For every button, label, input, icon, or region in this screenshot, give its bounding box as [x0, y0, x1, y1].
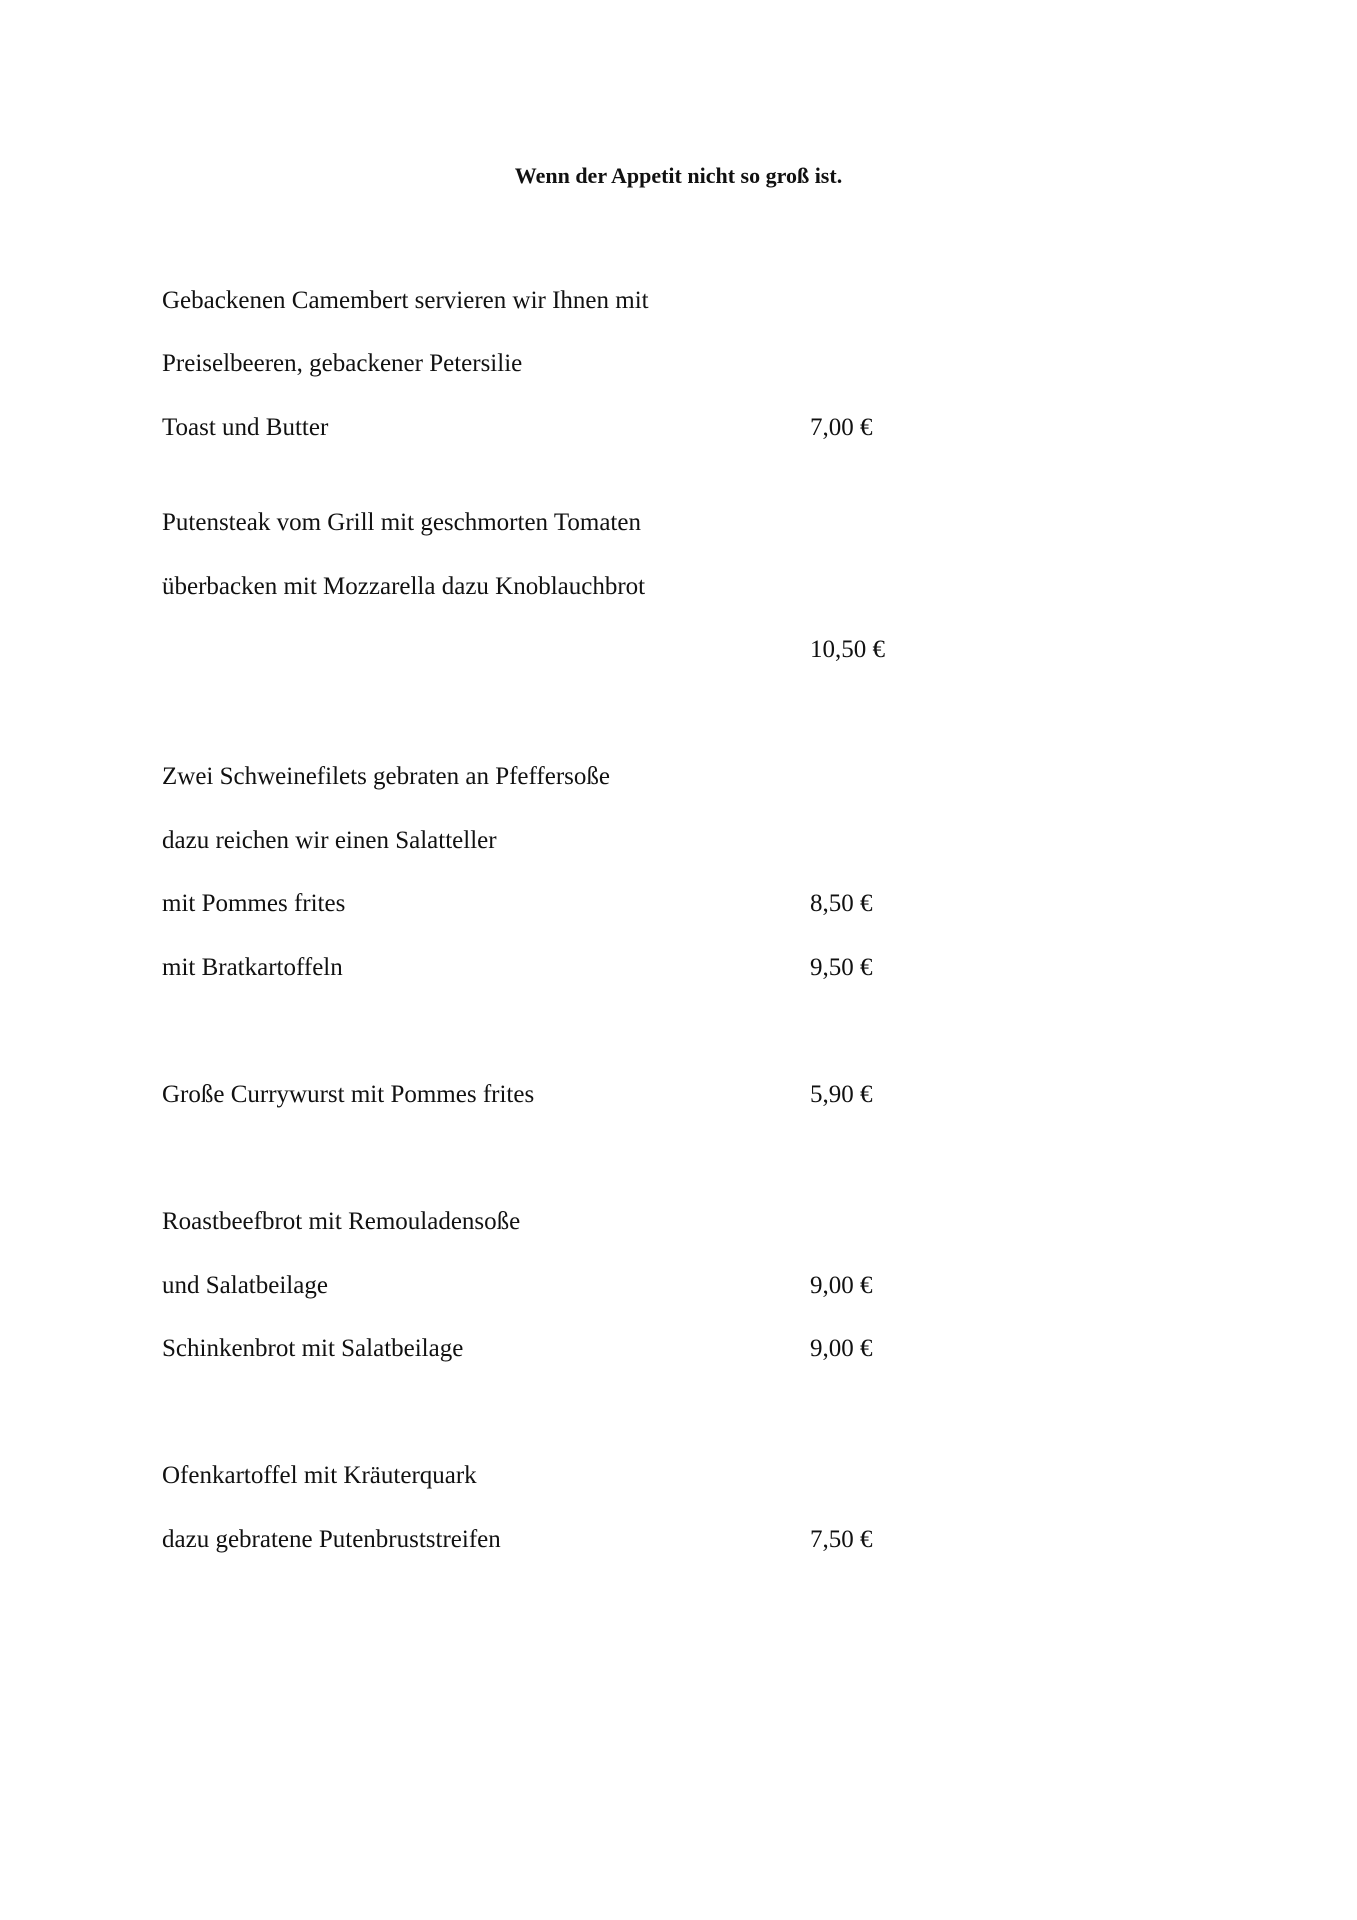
- ofenkartoffel-price: 7,50 €: [810, 1526, 873, 1553]
- schweinefilets-price-pommes: 8,50 €: [810, 890, 873, 917]
- camembert-line-1: Gebackenen Camembert servieren wir Ihnen mit: [162, 287, 649, 314]
- ofenkartoffel-line-2: dazu gebratene Putenbruststreifen: [162, 1526, 501, 1553]
- roastbeefbrot-line-1: Roastbeefbrot mit Remouladensoße: [162, 1208, 521, 1235]
- putensteak-line-2: überbacken mit Mozzarella dazu Knoblauchbrot: [162, 573, 646, 600]
- schinkenbrot-price: 9,00 €: [810, 1335, 873, 1362]
- camembert-price: 7,00 €: [810, 414, 873, 441]
- camembert-line-2: Preiselbeeren, gebackener Petersilie: [162, 350, 523, 377]
- schweinefilets-line-1: Zwei Schweinefilets gebraten an Pfeffersoße: [162, 763, 610, 790]
- schweinefilets-price-bratkartoffeln: 9,50 €: [810, 954, 873, 981]
- roastbeefbrot-price: 9,00 €: [810, 1272, 873, 1299]
- schweinefilets-option-pommes: mit Pommes frites: [162, 890, 346, 917]
- currywurst-price: 5,90 €: [810, 1081, 873, 1108]
- putensteak-line-1: Putensteak vom Grill mit geschmorten Tomaten: [162, 509, 641, 536]
- schinkenbrot-line: Schinkenbrot mit Salatbeilage: [162, 1335, 464, 1362]
- schweinefilets-line-2: dazu reichen wir einen Salatteller: [162, 827, 497, 854]
- ofenkartoffel-line-1: Ofenkartoffel mit Kräuterquark: [162, 1462, 477, 1489]
- putensteak-price: 10,50 €: [810, 636, 885, 663]
- currywurst-line: Große Currywurst mit Pommes frites: [162, 1081, 535, 1108]
- page-title: Wenn der Appetit nicht so groß ist.: [514, 163, 843, 188]
- camembert-line-3: Toast und Butter: [162, 414, 329, 441]
- schweinefilets-option-bratkartoffeln: mit Bratkartoffeln: [162, 954, 343, 981]
- roastbeefbrot-line-2: und Salatbeilage: [162, 1272, 328, 1299]
